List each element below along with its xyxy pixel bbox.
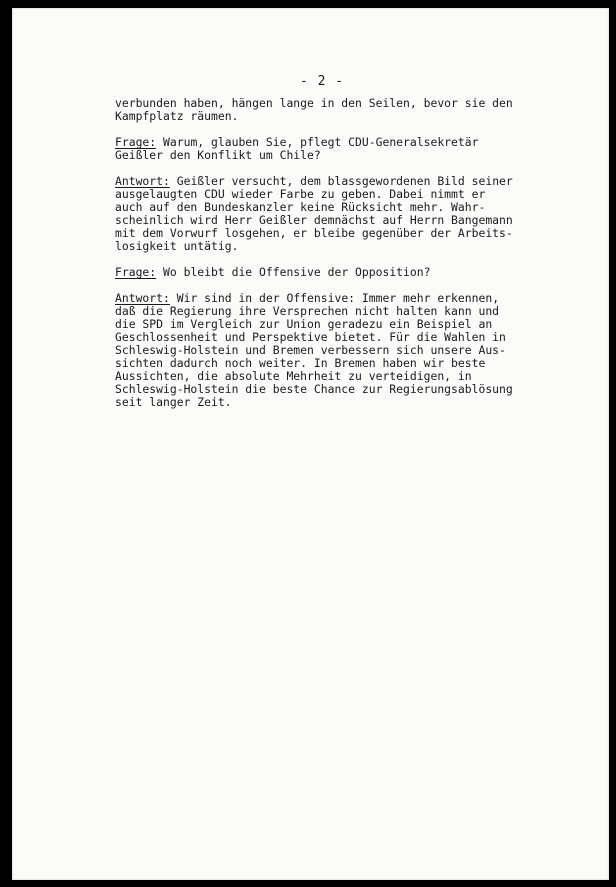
text-line: Schleswig-Holstein die beste Chance zur Regierungsablösung	[115, 382, 513, 396]
question-label: Frage:	[115, 135, 157, 149]
paragraph-question	[115, 266, 545, 279]
text-line: auch auf den Bundeskanzler keine Rücksicht mehr. Wahr-	[115, 200, 486, 214]
answer-label: Antwort:	[115, 291, 170, 305]
question-text: Wo bleibt die Offensive der Opposition?	[156, 265, 431, 279]
question-label: Frage:	[115, 265, 157, 279]
text-line: Schleswig-Holstein und Bremen verbessern sich unsere Aus-	[115, 343, 506, 357]
text-line: Geißler den Konflikt um Chile?	[115, 148, 321, 162]
text-line: Kampfplatz räumen.	[115, 109, 239, 123]
text-line: Geschlossenheit und Perspektive bietet. Für die Wahlen in	[115, 330, 506, 344]
text-line: scheinlich wird Herr Geißler demnächst auf Herrn Bangemann	[115, 213, 513, 227]
text-line: seit langer Zeit.	[115, 395, 232, 409]
interview-text	[115, 97, 545, 422]
paragraph-answer	[115, 292, 545, 409]
text-line: verbunden haben, hängen lange in den Seilen, bevor sie den	[115, 96, 513, 110]
text-line: Aussichten, die absolute Mehrheit zu verteidigen, in	[115, 369, 472, 383]
document-page	[12, 8, 609, 880]
page-number: - 2 -	[300, 74, 345, 89]
text-line: sichten dadurch noch weiter. In Bremen haben wir beste	[115, 356, 486, 370]
paragraph-question	[115, 136, 545, 162]
answer-label: Antwort:	[115, 174, 170, 188]
text-line: ausgelaugten CDU wieder Farbe zu geben. Dabei nimmt er	[115, 187, 486, 201]
text-line	[115, 266, 545, 279]
text-line: losigkeit untätig.	[115, 239, 239, 253]
paragraph-intro	[115, 97, 545, 123]
answer-text: Wir sind in der Offensive: Immer mehr erkennen,	[169, 291, 500, 305]
question-text: Warum, glauben Sie, pflegt CDU-Generalsekretär	[156, 135, 479, 149]
text-line: mit dem Vorwurf losgehen, er bleibe gegenüber der Arbeits-	[115, 226, 513, 240]
paragraph-answer	[115, 175, 545, 253]
text-line: daß die Regierung ihre Versprechen nicht halten kann und	[115, 304, 500, 318]
answer-text: Geißler versucht, dem blassgewordenen Bild seiner	[169, 174, 513, 188]
text-line: die SPD im Vergleich zur Union geradezu ein Beispiel an	[115, 317, 493, 331]
